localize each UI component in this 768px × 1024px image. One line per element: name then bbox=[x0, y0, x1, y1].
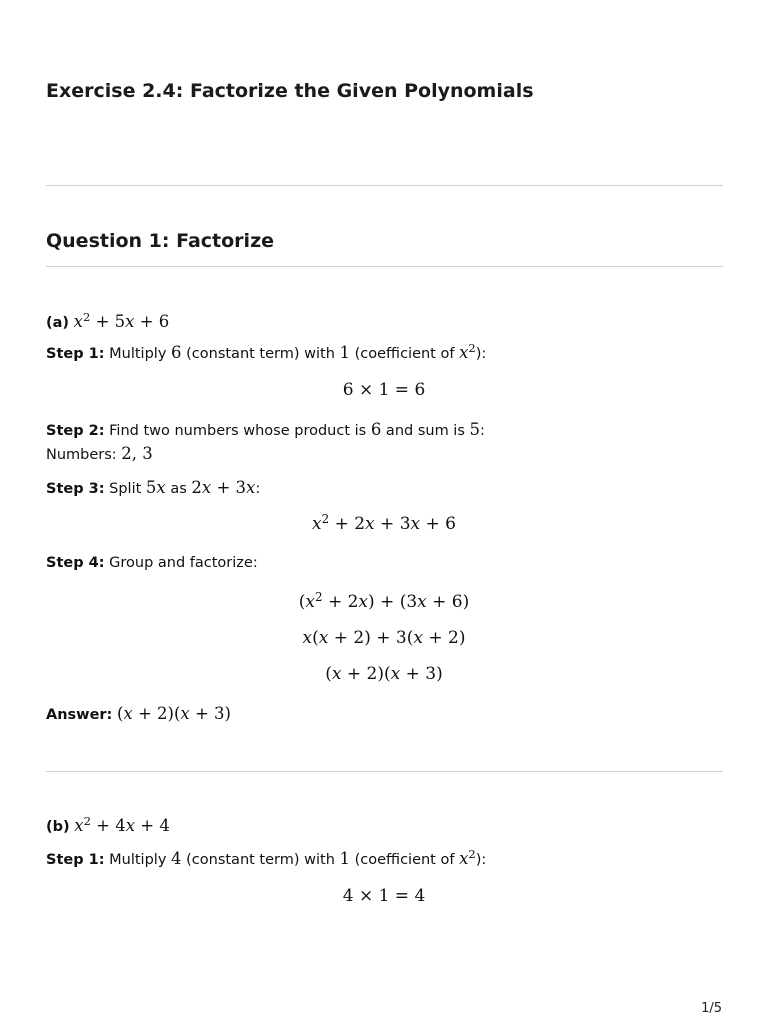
page-number: 1/5 bbox=[701, 1001, 722, 1016]
part-a-numbers: Numbers: 2, 3 bbox=[46, 444, 153, 463]
part-a-equation-4b: x(x + 2) + 3(x + 2) bbox=[302, 628, 466, 648]
part-a-heading: (a) $x^2 + 5x + 6$ bbox=[46, 310, 170, 331]
question-heading: Question 1: Factorize bbox=[46, 230, 275, 252]
part-a-equation-1: 6 × 1 = 6 bbox=[342, 380, 426, 400]
divider bbox=[46, 185, 723, 186]
part-a-answer: Answer: (x + 2)(x + 3) bbox=[46, 704, 231, 723]
part-b-step-1: Step 1: Multiply 4 (constant term) with 1 (coefficient of $x^2$): bbox=[46, 847, 487, 868]
part-a-equation-4c: (x + 2)(x + 3) bbox=[325, 664, 443, 684]
exercise-title: Exercise 2.4: Factorize the Given Polynomials bbox=[46, 80, 534, 102]
part-a-step-2: Step 2: Find two numbers whose product is 6 and sum is 5: bbox=[46, 420, 485, 439]
part-b-heading: (b) $x^2 + 4x + 4$ bbox=[46, 814, 170, 835]
part-a-step-1: Step 1: Multiply 6 (constant term) with 1 (coefficient of $x^2$): bbox=[46, 341, 487, 362]
part-a-equation-4a: $(x^2 + 2x) + (3x + 6)$ bbox=[298, 590, 470, 612]
part-b-equation-1: 4 × 1 = 4 bbox=[342, 886, 426, 906]
divider bbox=[46, 266, 723, 267]
divider bbox=[46, 771, 723, 772]
part-a-equation-3: $x^2 + 2x + 3x + 6$ bbox=[312, 512, 456, 534]
part-a-polynomial: $x^2 + 5x + 6$ bbox=[73, 310, 170, 331]
part-a-step-4: Step 4: Group and factorize: bbox=[46, 555, 258, 571]
part-a-step-3: Step 3: Split 5x as 2x + 3x: bbox=[46, 478, 261, 497]
part-b-polynomial: $x^2 + 4x + 4$ bbox=[74, 814, 170, 835]
